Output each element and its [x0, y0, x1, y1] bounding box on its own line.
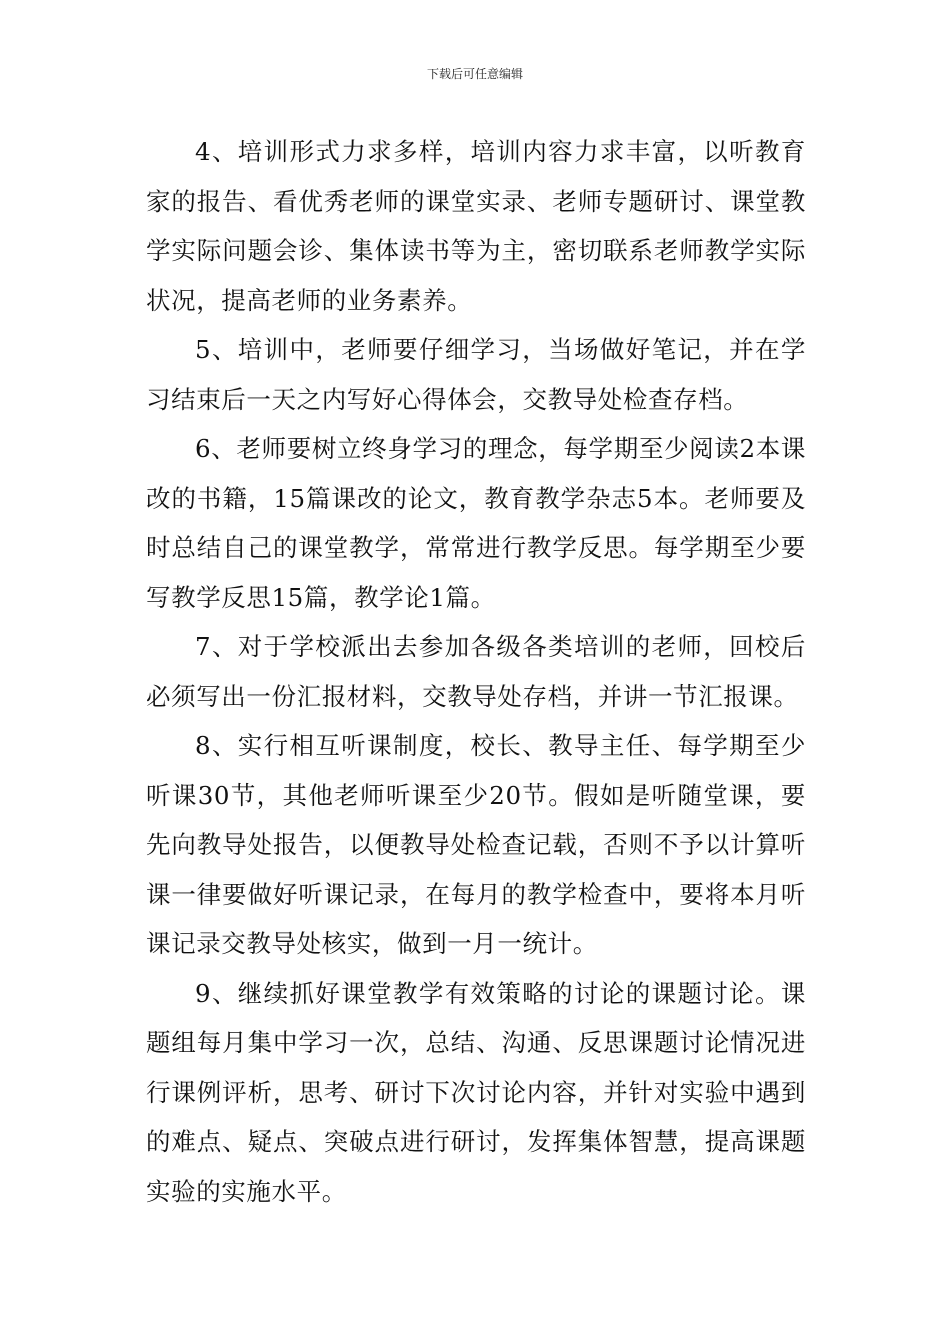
- paragraph-item-5: 5、培训中，老师要仔细学习，当场做好笔记，并在学习结束后一天之内写好心得体会，交教导处检查存档。: [146, 335, 806, 414]
- paragraph-item-6: 6、老师要树立终身学习的理念，每学期至少阅读2本课改的书籍，15篇课改的论文，教育教学杂志5本。老师要及时总结自己的课堂教学，常常进行教学反思。每学期至少要写教学反思15篇，教学论1篇。: [146, 434, 806, 612]
- page-header: 下载后可任意编辑: [426, 67, 523, 81]
- document-body: [146, 127, 806, 1216]
- paragraph-item-8: 8、实行相互听课制度，校长、教导主任、每学期至少听课30节，其他老师听课至少20节。假如是听随堂课，要先向教导处报告，以便教导处检查记载，否则不予以计算听课一律要做好听课记录，在每月的教学检查中，要将本月听课记录交教导处核实，做到一月一统计。: [146, 731, 806, 958]
- paragraph-item-4: 4、培训形式力求多样，培训内容力求丰富，以听教育家的报告、看优秀老师的课堂实录、老师专题研讨、课堂教学实际问题会诊、集体读书等为主，密切联系老师教学实际状况，提高老师的业务素养。: [146, 137, 806, 315]
- paragraph-item-9: 9、继续抓好课堂教学有效策略的讨论的课题讨论。课题组每月集中学习一次，总结、沟通、反思课题讨论情况进行课例评析，思考、研讨下次讨论内容，并针对实验中遇到的难点、疑点、突破点进行研讨，发挥集体智慧，提高课题实验的实施水平。: [146, 978, 806, 1206]
- paragraph-item-7: 7、对于学校派出去参加各级各类培训的老师，回校后必须写出一份汇报材料，交教导处存档，并讲一节汇报课。: [146, 632, 806, 711]
